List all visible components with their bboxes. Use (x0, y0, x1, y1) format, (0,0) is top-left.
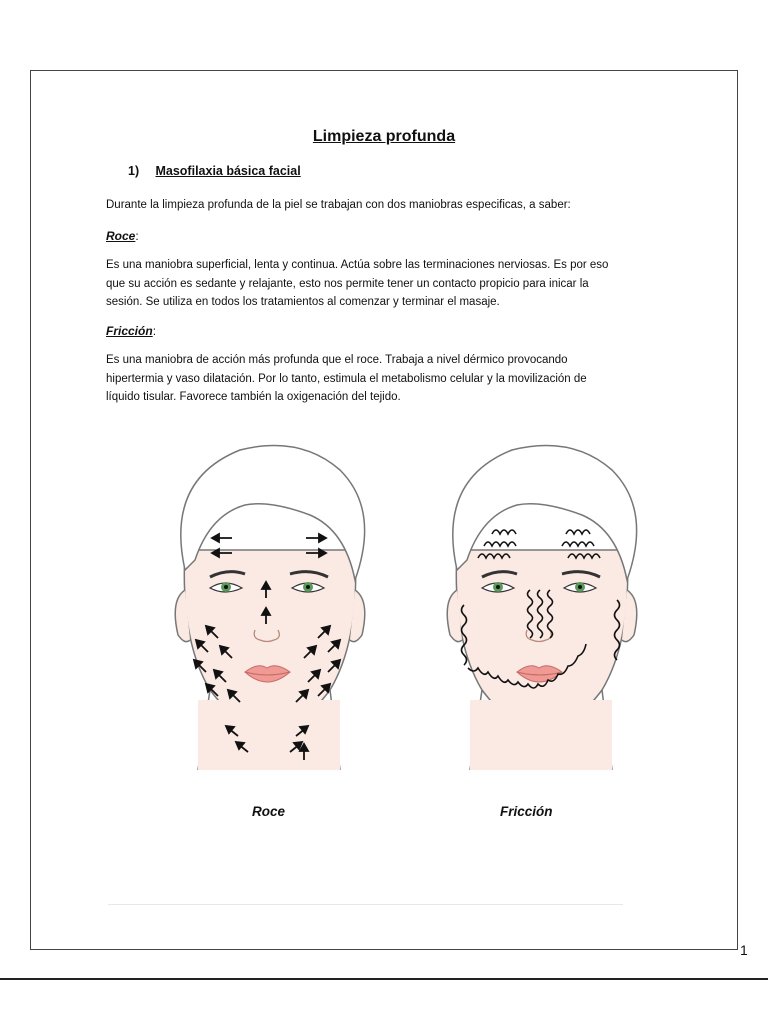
friccion-line: líquido tisular. Favorece también la oxigenación del tejido. (106, 391, 401, 403)
bottom-rule (0, 978, 768, 980)
friccion-line: Es una maniobra de acción más profunda que el roce. Trabaja a nivel dérmico provocando (106, 354, 568, 366)
roce-face-illustration (140, 440, 390, 770)
section-number: 1) (128, 164, 140, 178)
roce-line: sesión. Se utiliza en todos los tratamientos al comenzar y terminar el masaje. (106, 296, 500, 308)
roce-line: Es una maniobra superficial, lenta y continua. Actúa sobre las terminaciones nerviosas. Es por eso (106, 259, 609, 271)
friccion-caption: Fricción (500, 804, 553, 819)
faint-divider (108, 904, 623, 905)
friccion-heading-text: Fricción (106, 324, 153, 338)
friccion-heading-colon: : (152, 324, 157, 338)
section-heading (128, 164, 301, 178)
section-title: Masofilaxia básica facial (155, 164, 301, 178)
roce-caption: Roce (252, 804, 286, 819)
roce-paragraph (106, 256, 666, 312)
roce-heading (106, 229, 139, 243)
friccion-heading (106, 324, 156, 338)
roce-heading-colon: : (135, 229, 139, 243)
page-number: 1 (740, 942, 748, 958)
friccion-paragraph (106, 351, 666, 407)
friccion-line: hipertermia y vaso dilatación. Por lo tanto, estimula el metabolismo celular y la movilización de (106, 372, 587, 385)
intro-paragraph: Durante la limpieza profunda de la piel se trabajan con dos maniobras especificas, a saber: (106, 199, 571, 211)
roce-line: que su acción es sedante y relajante, esto nos permite tener un contacto propicio para inicar la (106, 277, 589, 290)
friccion-face-illustration (412, 440, 662, 770)
roce-heading-text: Roce (106, 229, 136, 243)
document-title: Limpieza profunda (312, 128, 456, 145)
